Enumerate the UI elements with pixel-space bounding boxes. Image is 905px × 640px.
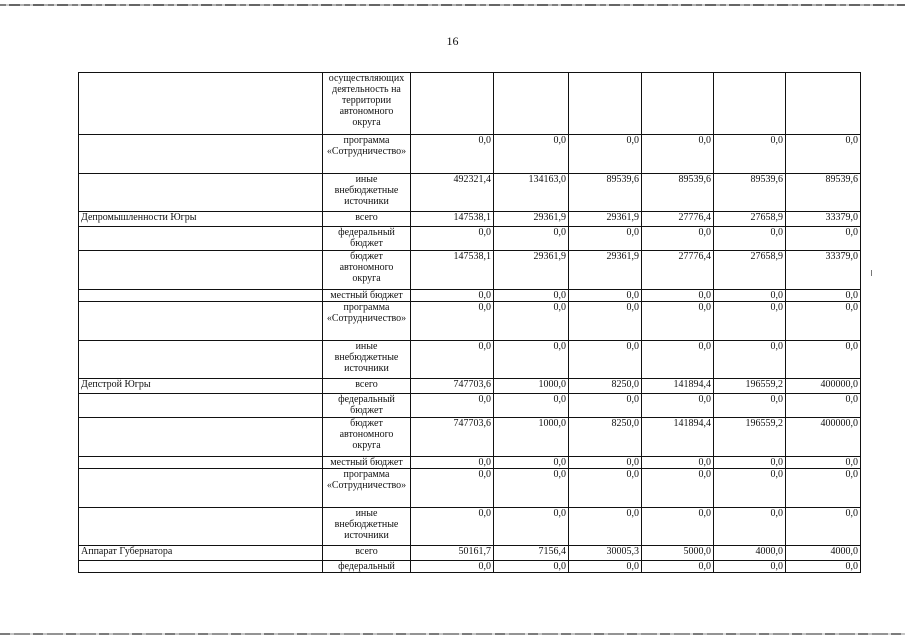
table-row <box>79 251 861 290</box>
value-cell: 29361,9 <box>494 251 569 290</box>
value-cell: 0,0 <box>569 290 642 302</box>
value-cell: 27658,9 <box>714 251 786 290</box>
value-cell: 5000,0 <box>642 546 714 561</box>
table-row <box>79 135 861 174</box>
value-cell: 400000,0 <box>786 379 861 394</box>
value-cell: 89539,6 <box>714 174 786 212</box>
value-cell: 0,0 <box>494 561 569 573</box>
value-cell: 0,0 <box>494 302 569 341</box>
org-cell <box>79 394 323 418</box>
value-cell: 0,0 <box>642 227 714 251</box>
value-cell: 0,0 <box>494 227 569 251</box>
source-cell: программа «Сотрудничество» <box>323 302 411 341</box>
value-cell: 7156,4 <box>494 546 569 561</box>
org-cell <box>79 418 323 457</box>
value-cell: 30005,3 <box>569 546 642 561</box>
budget-table <box>78 72 861 573</box>
value-cell: 0,0 <box>786 561 861 573</box>
value-cell: 0,0 <box>569 227 642 251</box>
value-cell: 8250,0 <box>569 379 642 394</box>
source-cell: всего <box>323 212 411 227</box>
source-cell: программа «Сотрудничество» <box>323 469 411 508</box>
value-cell: 0,0 <box>411 469 494 508</box>
table-row <box>79 290 861 302</box>
value-cell: 134163,0 <box>494 174 569 212</box>
source-cell: программа «Сотрудничество» <box>323 135 411 174</box>
value-cell: 0,0 <box>786 135 861 174</box>
value-cell: 747703,6 <box>411 418 494 457</box>
value-cell: 0,0 <box>714 457 786 469</box>
value-cell: 147538,1 <box>411 251 494 290</box>
source-cell: федеральный <box>323 561 411 573</box>
table-row <box>79 394 861 418</box>
value-cell: 0,0 <box>411 508 494 546</box>
page-number: 16 <box>446 34 459 48</box>
org-cell <box>79 469 323 508</box>
value-cell: 0,0 <box>494 508 569 546</box>
value-cell: 0,0 <box>411 561 494 573</box>
value-cell: 0,0 <box>494 290 569 302</box>
value-cell: 0,0 <box>642 394 714 418</box>
source-cell: иные внебюджетные источники <box>323 508 411 546</box>
value-cell: 0,0 <box>786 290 861 302</box>
value-cell: 0,0 <box>714 508 786 546</box>
value-cell: 0,0 <box>642 341 714 379</box>
value-cell: 0,0 <box>714 135 786 174</box>
value-cell <box>642 73 714 135</box>
value-cell <box>494 73 569 135</box>
value-cell: 0,0 <box>642 457 714 469</box>
value-cell: 1000,0 <box>494 379 569 394</box>
value-cell: 89539,6 <box>569 174 642 212</box>
value-cell: 196559,2 <box>714 379 786 394</box>
value-cell: 0,0 <box>494 341 569 379</box>
table-row <box>79 302 861 341</box>
value-cell: 492321,4 <box>411 174 494 212</box>
value-cell: 0,0 <box>714 227 786 251</box>
value-cell: 0,0 <box>714 302 786 341</box>
value-cell: 0,0 <box>642 135 714 174</box>
value-cell: 196559,2 <box>714 418 786 457</box>
value-cell: 50161,7 <box>411 546 494 561</box>
value-cell: 0,0 <box>786 341 861 379</box>
org-cell: Аппарат Губернатора <box>79 546 323 561</box>
value-cell: 0,0 <box>411 341 494 379</box>
value-cell: 0,0 <box>714 394 786 418</box>
value-cell: 0,0 <box>786 508 861 546</box>
org-cell <box>79 73 323 135</box>
org-cell <box>79 135 323 174</box>
value-cell: 0,0 <box>642 469 714 508</box>
table-row <box>79 546 861 561</box>
value-cell: 0,0 <box>569 457 642 469</box>
value-cell: 0,0 <box>786 457 861 469</box>
value-cell: 0,0 <box>569 508 642 546</box>
source-cell: всего <box>323 379 411 394</box>
table-row <box>79 418 861 457</box>
value-cell: 89539,6 <box>642 174 714 212</box>
value-cell: 0,0 <box>786 227 861 251</box>
value-cell: 0,0 <box>411 457 494 469</box>
value-cell: 89539,6 <box>786 174 861 212</box>
value-cell: 0,0 <box>714 341 786 379</box>
value-cell: 27776,4 <box>642 212 714 227</box>
source-cell: бюджет автономного округа <box>323 251 411 290</box>
value-cell: 400000,0 <box>786 418 861 457</box>
value-cell: 29361,9 <box>569 251 642 290</box>
value-cell: 29361,9 <box>494 212 569 227</box>
value-cell: 0,0 <box>569 135 642 174</box>
value-cell: 0,0 <box>494 135 569 174</box>
value-cell: 0,0 <box>569 341 642 379</box>
value-cell <box>411 73 494 135</box>
table-row <box>79 73 861 135</box>
value-cell: 27658,9 <box>714 212 786 227</box>
org-cell <box>79 302 323 341</box>
value-cell: 0,0 <box>786 302 861 341</box>
table-row <box>79 227 861 251</box>
value-cell: 0,0 <box>569 302 642 341</box>
source-cell: иные внебюджетные источники <box>323 341 411 379</box>
org-cell <box>79 508 323 546</box>
value-cell: 0,0 <box>411 227 494 251</box>
value-cell <box>786 73 861 135</box>
value-cell: 141894,4 <box>642 418 714 457</box>
table-row <box>79 561 861 573</box>
table-row <box>79 341 861 379</box>
value-cell: 747703,6 <box>411 379 494 394</box>
scan-edge-top <box>0 4 905 6</box>
org-cell <box>79 227 323 251</box>
source-cell: бюджет автономного округа <box>323 418 411 457</box>
value-cell: 0,0 <box>411 290 494 302</box>
value-cell: 0,0 <box>714 290 786 302</box>
table-row <box>79 379 861 394</box>
source-cell: осуществляющих деятельность на территории автономного округа <box>323 73 411 135</box>
org-cell <box>79 341 323 379</box>
table-row <box>79 212 861 227</box>
value-cell: 0,0 <box>786 394 861 418</box>
source-cell: федеральный бюджет <box>323 394 411 418</box>
org-cell <box>79 251 323 290</box>
source-cell: федеральный бюджет <box>323 227 411 251</box>
value-cell: 0,0 <box>569 561 642 573</box>
value-cell: 0,0 <box>494 469 569 508</box>
value-cell: 147538,1 <box>411 212 494 227</box>
value-cell: 0,0 <box>494 394 569 418</box>
value-cell: 33379,0 <box>786 212 861 227</box>
table-row <box>79 457 861 469</box>
value-cell: 0,0 <box>569 469 642 508</box>
value-cell: 4000,0 <box>714 546 786 561</box>
scan-edge-bottom <box>0 633 905 635</box>
source-cell: иные внебюджетные источники <box>323 174 411 212</box>
value-cell: 0,0 <box>411 394 494 418</box>
org-cell: Депстрой Югры <box>79 379 323 394</box>
org-cell <box>79 174 323 212</box>
source-cell: всего <box>323 546 411 561</box>
table-row <box>79 174 861 212</box>
org-cell <box>79 290 323 302</box>
value-cell: 29361,9 <box>569 212 642 227</box>
org-cell <box>79 457 323 469</box>
value-cell: 141894,4 <box>642 379 714 394</box>
value-cell: 0,0 <box>642 508 714 546</box>
value-cell: 1000,0 <box>494 418 569 457</box>
source-cell: местный бюджет <box>323 457 411 469</box>
scan-speck <box>871 270 872 276</box>
org-cell <box>79 561 323 573</box>
value-cell: 0,0 <box>642 561 714 573</box>
value-cell: 0,0 <box>786 469 861 508</box>
value-cell: 0,0 <box>569 394 642 418</box>
value-cell <box>569 73 642 135</box>
value-cell: 0,0 <box>411 135 494 174</box>
value-cell: 0,0 <box>411 302 494 341</box>
value-cell: 33379,0 <box>786 251 861 290</box>
value-cell: 0,0 <box>642 302 714 341</box>
value-cell: 0,0 <box>714 469 786 508</box>
table-row <box>79 469 861 508</box>
org-cell: Депромышленности Югры <box>79 212 323 227</box>
value-cell: 27776,4 <box>642 251 714 290</box>
table-row <box>79 508 861 546</box>
value-cell: 0,0 <box>494 457 569 469</box>
value-cell <box>714 73 786 135</box>
value-cell: 4000,0 <box>786 546 861 561</box>
value-cell: 0,0 <box>642 290 714 302</box>
value-cell: 0,0 <box>714 561 786 573</box>
value-cell: 8250,0 <box>569 418 642 457</box>
source-cell: местный бюджет <box>323 290 411 302</box>
